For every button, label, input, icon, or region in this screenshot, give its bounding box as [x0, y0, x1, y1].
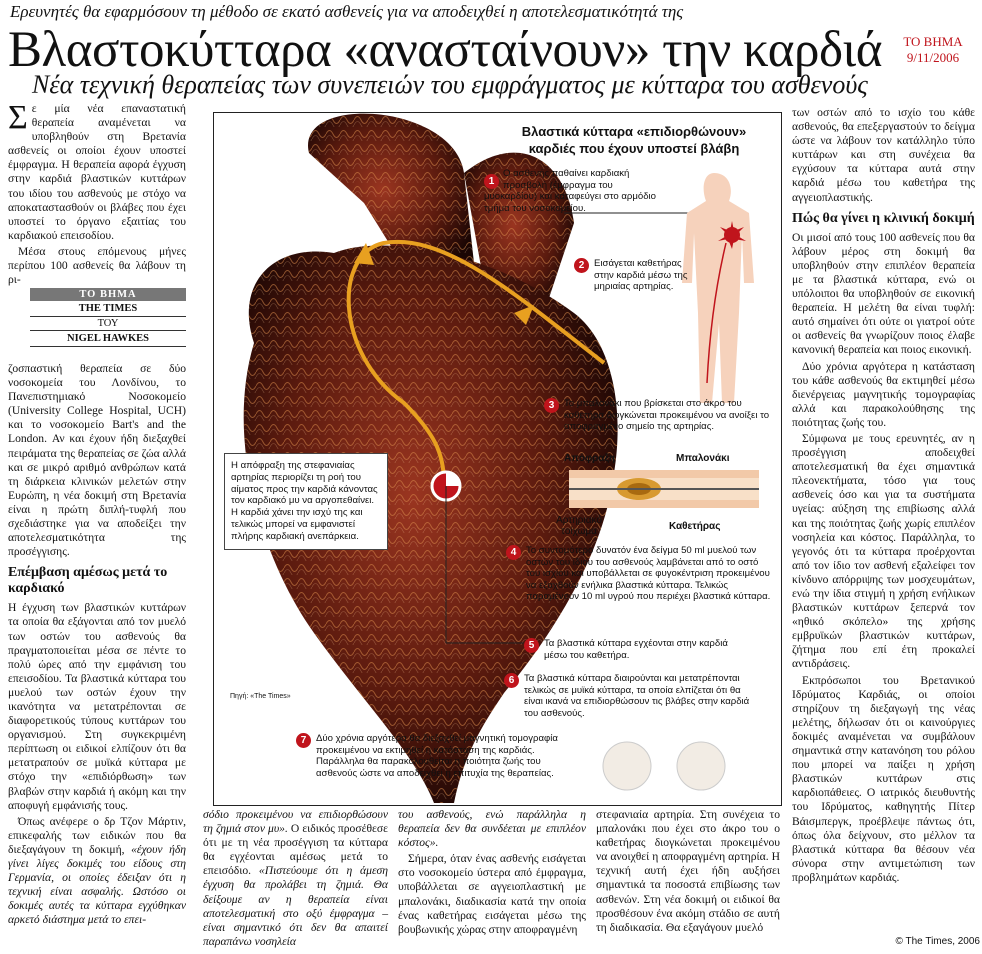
subhead: Νέα τεχνική θεραπείας των συνεπειών του εμφράγματος με κύτταρα του ασθενούς [32, 70, 868, 99]
col2-quote2: «Πιστεύουμε ότι η άμεση έγχυση θα προλάβει τη ζημιά. Θα δείξουμε αν η θεραπεία είναι αποτελεσματική στο οξύ έμφραγμα – είναι σημαντικό ότι δεν θα απαιτεί παραπάνω νοσηλεία [203, 864, 388, 948]
step-number: 3 [544, 398, 559, 413]
label-blockage: Απόφραξη [564, 453, 616, 464]
byline-paper: ΤΟ ΒΗΜΑ [30, 288, 186, 301]
col1-p1: ε μία νέα επαναστατική θεραπεία αναμένεται να υποβληθούν στη Βρετανία ασθενείς οι οποίοι έχουν υποστεί έμφραγμα. Η θεραπεία αφορά έγχυση στην καρδιά βλαστικών κυττάρων του ιδίου του ασθενούς με στόχο να αποκαταστασθούν οι βλάβες που έχει υποστεί το όργανο εξαιτίας του καρδιακού επεισοδίου. [8, 102, 186, 242]
label-balloon: Μπαλονάκι [676, 453, 730, 464]
infographic [213, 112, 782, 806]
artery-diagram [569, 470, 759, 508]
col1-p3: ζοσπαστική θεραπεία σε δύο νοσοκομεία του Λονδίνου, το Πανεπιστημιακό Νοσοκομείο (University College Hospital, UCH) και το νοσοκομείο Bart's and the London. Αν και έχουν ήδη διεξαχθεί πειράματα της θεραπείας σε ζώα αλλά και σε μικρό αριθμό ανθρώπων κατά τη διάρκεια κλινικών μελετών στην Ευρώπη, η νέα δοκιμή στη Βρετανία είναι η πρώτη διπλή-τυφλή που σχεδιάστηκε για να αποδείξει την αποτελεσματικότητα της προσέγγισης. [8, 362, 186, 559]
graphic-title [499, 123, 769, 157]
step-number: 2 [574, 258, 589, 273]
step-3 [548, 398, 774, 433]
step-text: Το συντομότερο δυνατόν ένα δείγμα 50 ml μυελού των οστών του ίδιου του ασθενούς λαμβάνεται από το οστό του ισχίου και υποβάλλεται σε φυγοκέντριση προκειμένου να εξαχθούν ενήλικα βλαστικά κύτταρα. Τελικώς παραμένουν 10 ml υγρού που περιέχει βλαστικά κύτταρα. [526, 545, 771, 603]
step-1 [484, 168, 659, 214]
graphic-credit: Πηγή: «The Times» [230, 693, 291, 700]
dropcap: Σ [8, 99, 28, 136]
label-catheter: Καθετήρας [669, 521, 721, 532]
column-1-top [8, 99, 186, 289]
byline [30, 288, 186, 347]
column-3 [398, 808, 586, 939]
source-stamp [888, 34, 978, 66]
col1-p2: Μέσα στους επόμενους μήνες περίπου 100 ασθενείς θα λάβουν τη ρι- [8, 244, 186, 287]
step-number: 1 [484, 174, 499, 189]
column-2 [203, 808, 388, 951]
step-text: Τα βλαστικά κύτταρα εγχέονται στην καρδιά μέσω του καθετήρα. [544, 638, 728, 661]
mri-image-2 [677, 742, 725, 790]
step-4 [510, 545, 771, 603]
col5-p3: Δύο χρόνια αργότερα η κατάσταση του κάθε ασθενούς θα εκτιμηθεί μέσω διενέργειας μαγνητικής τομογραφίας αλλά και παρακολούθησης της ποιότητας ζωής του. [792, 359, 975, 429]
patient-figure [682, 173, 754, 403]
col1-p4: Η έγχυση των βλαστικών κυττάρων τα οποία θα εξάγονται από τον μυελό των οστών του ασθενούς θα πραγματοποιείται μέσα σε πέντε το πολύ ώρες από την εμφάνιση του επεισοδίου. Τα βλαστικά κύτταρα του μυελού των οστών έχουν την ικανότητα να μετατρέπονται σε διαφορετικούς τύπους κυττάρων του οργανισμού. Στη συγκεκριμένη περίπτωση οι ειδικοί ελπίζουν ότι θα μετατραπούν σε μυϊκά κύτταρα με στόχο την «επιδιόρθωση» των βλαβών στην καρδιά ή ακόμη και την αποφυγή εμφάνισής τους. [8, 601, 186, 812]
kicker: Ερευνητές θα εφαρμόσουν τη μέθοδο σε εκατό ασθενείς για να αποδειχθεί η αποτελεσματικότητά της [10, 2, 684, 21]
col2-p1: Ο ειδικός προσέθεσε ότι με τη νέα προσέγγιση τα κύτταρα θα εγχέονται αμέσως μετά το επεισόδιο. [203, 822, 388, 878]
graphic-title-line2: καρδιές που έχουν υποστεί βλάβη [528, 141, 740, 156]
col3-quote: του ασθενούς, ενώ παράλληλα η θεραπεία δεν θα συνδέεται με επιπλέον κόστος». [398, 808, 586, 850]
col5-p2: Οι μισοί από τους 100 ασθενείς που θα λάβουν μέρος στη δοκιμή θα υποβληθούν στην επιπλέον θεραπεία με τα βλαστικά κύτταρα, ενώ οι υπόλοιποι θα υποβληθούν σε εικονική θεραπεία. Η μελέτη θα είναι τυφλή: αυτό σημαίνει ότι ούτε οι γιατροί ούτε οι ασθενείς θα γνωρίζουν ποιος έλαβε κανονική θεραπεία και ποιος εικονική. [792, 230, 975, 357]
step-number: 4 [506, 545, 521, 560]
col4-p1: στεφανιαία αρτηρία. Στη συνέχεια το μπαλονάκι που έχει στο άκρο του ο καθετήρας διογκώνεται προκειμένου να ανοιχθεί η αποφραγμένη αρτηρία. Η τεχνική αυτή έχει ήδη αυξήσει σημαντικά τα ποσοστά επιβίωσης των ασθενών. Στη νέα δοκιμή οι ειδικοί θα προσθέσουν ένα ακόμη στάδιο σε αυτή τη διαδικασία. Θα εξαγάγουν μυελό [596, 808, 780, 934]
col2-quote1: σόδιο προκειμένου να επιδιορθώσουν τη ζημιά στον μυ». [203, 808, 388, 836]
col1-p5-quote: «έχουν ήδη γίνει λίγες δοκιμές του είδους στη Γερμανία, οι οποίες έδειξαν ότι η τεχνική είναι ασφαλής. Ωστόσο οι δοκιμές αυτές τα κύτταρα εγχύθηκαν αρκετό διάστημα μετά το επει- [8, 842, 186, 927]
col5-p5: Εκπρόσωποι του Βρετανικού Ιδρύματος Καρδιάς, οι οποίοι στηρίζουν τη διεξαγωγή της νέας μελέτης, δήλωσαν ότι οι καινούργιες δοκιμές αναμένεται να συμβάλουν σημαντικά στην κατανόηση του ρόλου που μπορεί να παίξει η χρήση βλαστικών κυττάρων στις καρδιοπάθειες. Ο ιατρικός διευθυντής του Ιδρύματος, καθηγητής Πίτερ Βάισμπεργκ, προέβλεψε πάντως ότι, όπως όλα δείχνουν, στο μέλλον τα βλαστικά κύτταρα θα θέσουν νέα σύνορα στην αντιμετώπιση των προβλημάτων καρδιάς. [792, 673, 975, 884]
column-5 [792, 106, 975, 932]
step-text: Εισάγεται καθετήρας στην καρδιά μέσω της μηριαίας αρτηρίας. [594, 258, 688, 293]
step-7 [300, 733, 571, 779]
step-text: Δύο χρόνια αργότερα θα διεξαχθεί μαγνητική τομογραφία προκειμένου να εκτιμηθεί η κατάσταση της καρδιάς. Παράλληλα θα παρακολουθείται η ποιότητα ζωής του ασθενούς ώστε να αποδειχθεί η επιτυχία της θεραπείας. [316, 733, 558, 779]
copyright: © The Times, 2006 [895, 936, 980, 947]
col5-p1: των οστών από το ισχίο του κάθε ασθενούς, θα επεξεργαστούν το δείγμα ώστε να λάβουν τον κατάλληλο τύπο κυττάρων και στη συνέχεια θα εγχύσουν τα κύτταρα αυτά στην καρδιά μέσω του καθετήρα της αγγειοπλαστικής. [792, 106, 975, 204]
col5-heading: Πώς θα γίνει η κλινική δοκιμή [792, 210, 975, 226]
byline-of: ΤΟΥ [30, 317, 186, 331]
step-text: Το μπαλονάκι που βρίσκεται στο άκρο του καθετήρα διογκώνεται προκειμένου να ανοίξει το αποφραγμένο σημείο της αρτηρίας. [564, 398, 770, 433]
headline: Βλαστοκύτταρα «ανασταίνουν» την καρδιά [8, 22, 882, 78]
blockage-callout: Η απόφραξη της στεφανιαίας αρτηρίας περιορίζει τη ροή του αίματος προς την καρδιά κάνοντας τον καρδιακό μυ να αργοπεθαίνει. Η καρδιά χάνει την ισχύ της και τελικώς μπορεί να εμφανιστεί πλήρης καρδιακή ανεπάρκεια. [224, 453, 388, 550]
column-1-bottom [8, 362, 186, 952]
col3-p2: Σήμερα, όταν ένας ασθενής εισάγεται στο νοσοκομείο ύστερα από έμφραγμα, υποβάλλεται σε αγγειοπλαστική με μπαλονάκι, διαδικασία κατά την οποία ένας καθετήρας εισάγεται μέσω της βουβωνικής χώρας στην αποφραγμένη [398, 852, 586, 936]
source-name: ΤΟ ΒΗΜΑ [903, 34, 963, 49]
step-number: 6 [504, 673, 519, 688]
step-text: Ο ασθενής παθαίνει καρδιακή προσβολή (έμφραγμα του μυοκαρδίου) και καταφεύγει στο αρμόδιο τμήμα του νοσοκομείου. [484, 168, 657, 214]
mri-image-1 [603, 742, 651, 790]
graphic-title-line1: Βλαστικά κύτταρα «επιδιορθώνουν» [521, 124, 747, 139]
source-date: 9/11/2006 [906, 50, 960, 65]
col1-heading: Επέμβαση αμέσως μετά το καρδιακό [8, 565, 168, 597]
col5-p4: Σύμφωνα με τους ερευνητές, αν η προσέγγιση αποδειχθεί αποτελεσματική θα έχει σημαντικά πλεονεκτήματα, τόσο για τους ασθενείς όσο και για τα συστήματα υγείας: αύξηση της επιβίωσης αλλά και της ποιότητας ζωής χωρίς επιπλέον νοσηλεία και κόστος. Παράλληλα, το γεγονός ότι τα κύτταρα προέρχονται από τον ίδιο τον ασθενή εξαλείφει τον κίνδυνο απόρριψης των μοσχευμάτων, ενώ την ίδια στιγμή η χρήση ενήλικων βλαστικών κυττάρων ξεπερνά τον «ηθικό σκόπελο» της χρήσης εμβρυϊκών βλαστικών κυττάρων, ζήτημα που επί έτη προκαλεί αντιδράσεις. [792, 431, 975, 671]
byline-author: NIGEL HAWKES [30, 331, 186, 347]
label-artery: Αρτηριακό τοίχωμα [556, 515, 602, 537]
step-number: 7 [296, 733, 311, 748]
column-4 [596, 808, 780, 937]
step-text: Τα βλαστικά κύτταρα διαιρούνται και μετατρέπονται τελικώς σε μυϊκά κύτταρα, τα οποία ελπίζεται ότι θα είναι ικανά να επιδιορθώσουν τις βλάβες στην καρδιά του ασθενούς. [524, 673, 750, 719]
step-6 [508, 673, 759, 719]
step-number: 5 [524, 638, 539, 653]
byline-times: THE TIMES [30, 301, 186, 317]
step-2 [578, 258, 689, 293]
step-5 [528, 638, 744, 661]
col1-p5: Όπως ανέφερε ο δρ Τζον Μάρτιν, επικεφαλής των ειδικών που θα διεξαγάγουν τη δοκιμή, [8, 814, 186, 856]
